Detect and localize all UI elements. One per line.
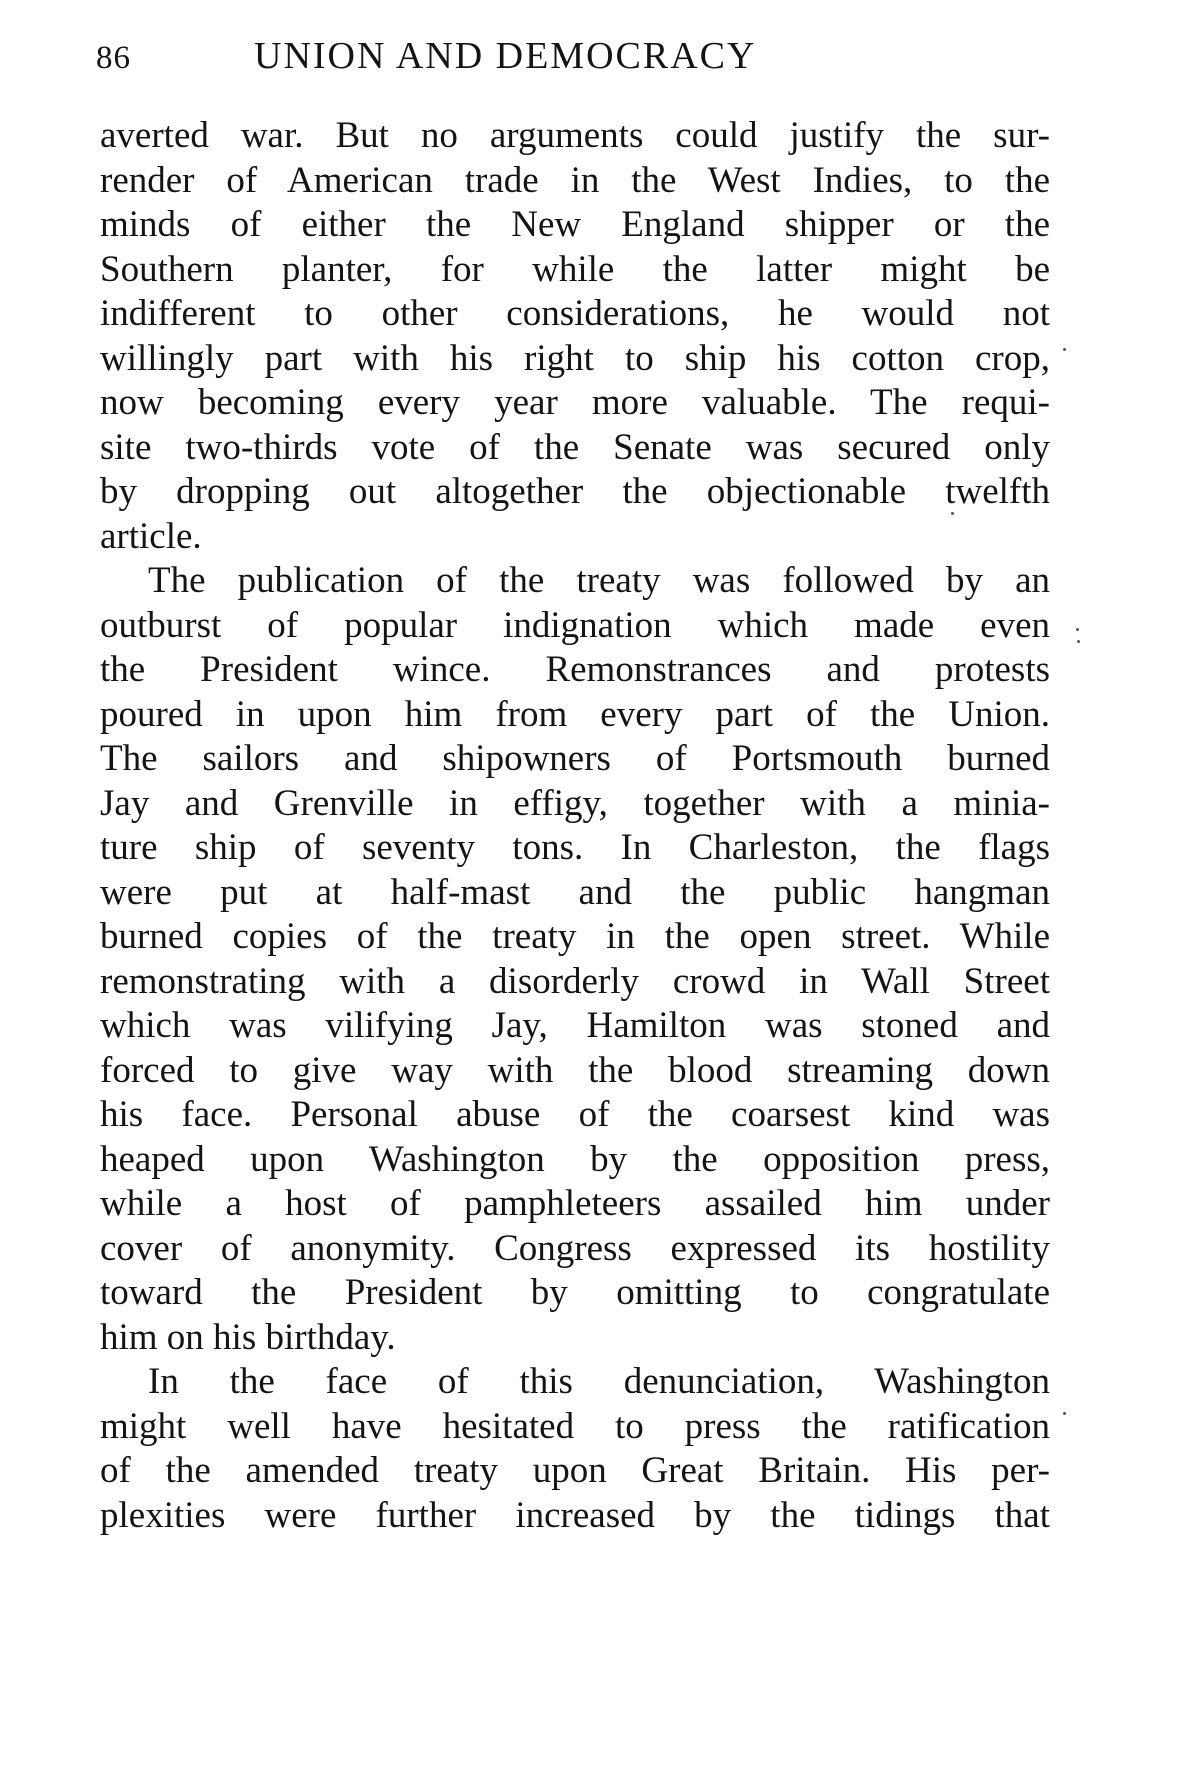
page-number: 86	[96, 40, 131, 76]
text-line: In the face of this denunciation, Washington	[148, 1361, 1050, 1402]
paragraph-3	[100, 1360, 1050, 1538]
text-line: poured in upon him from every part of the Union.	[100, 693, 1050, 735]
paragraph-2	[100, 559, 1050, 1360]
running-head: UNION AND DEMOCRACY	[254, 35, 757, 77]
text-line: ture ship of seventy tons. In Charleston, the flags	[100, 827, 1050, 868]
text-line: of the amended treaty upon Great Britain. His per-	[100, 1450, 1050, 1491]
scan-speck	[1063, 1412, 1066, 1415]
text-line: The publication of the treaty was followed by an	[148, 560, 1050, 601]
text-line: heaped upon Washington by the opposition press,	[100, 1138, 1050, 1180]
text-line: cover of anonymity. Congress expressed its hostility	[100, 1227, 1050, 1269]
text-line: minds of either the New England shipper or the	[100, 204, 1050, 245]
text-line: toward the President by omitting to congratulate	[100, 1272, 1050, 1313]
scan-speck	[951, 512, 954, 515]
page-header	[96, 34, 1056, 90]
paragraph-1	[100, 114, 1050, 559]
text-line: which was vilifying Jay, Hamilton was stoned and	[100, 1005, 1050, 1046]
text-line: indifferent to other considerations, he would not	[100, 293, 1050, 334]
text-line: willingly part with his right to ship his cotton crop,	[100, 337, 1050, 379]
text-line: Southern planter, for while the latter might be	[100, 248, 1050, 290]
text-line: while a host of pamphleteers assailed him under	[100, 1183, 1050, 1224]
text-line: article.	[100, 515, 202, 557]
scan-speck	[1076, 628, 1079, 631]
text-line: burned copies of the treaty in the open street. While	[100, 916, 1050, 957]
body-text	[100, 114, 1050, 1538]
text-line: the President wince. Remonstrances and protests	[100, 649, 1050, 690]
text-line: by dropping out altogether the objectionable twelfth	[100, 471, 1050, 512]
scan-speck	[1077, 640, 1080, 643]
text-line: now becoming every year more valuable. The requi-	[100, 382, 1050, 423]
text-line: outburst of popular indignation which made even	[100, 604, 1050, 646]
text-line: remonstrating with a disorderly crowd in Wall Street	[100, 960, 1050, 1002]
text-line: plexities were further increased by the tidings that	[100, 1494, 1050, 1536]
text-line: The sailors and shipowners of Portsmouth burned	[100, 738, 1050, 779]
text-line: him on his birthday.	[100, 1316, 396, 1358]
text-line: forced to give way with the blood streaming down	[100, 1049, 1050, 1091]
text-line: his face. Personal abuse of the coarsest kind was	[100, 1094, 1050, 1135]
text-line: were put at half-mast and the public hangman	[100, 871, 1050, 913]
text-line: render of American trade in the West Indies, to the	[100, 159, 1050, 201]
scan-speck	[1063, 348, 1066, 351]
text-line: site two-thirds vote of the Senate was secured only	[100, 426, 1050, 468]
text-line: averted war. But no arguments could justify the sur-	[100, 115, 1050, 156]
text-line: Jay and Grenville in effigy, together with a minia-	[100, 782, 1050, 824]
text-line: might well have hesitated to press the ratification	[100, 1405, 1050, 1447]
